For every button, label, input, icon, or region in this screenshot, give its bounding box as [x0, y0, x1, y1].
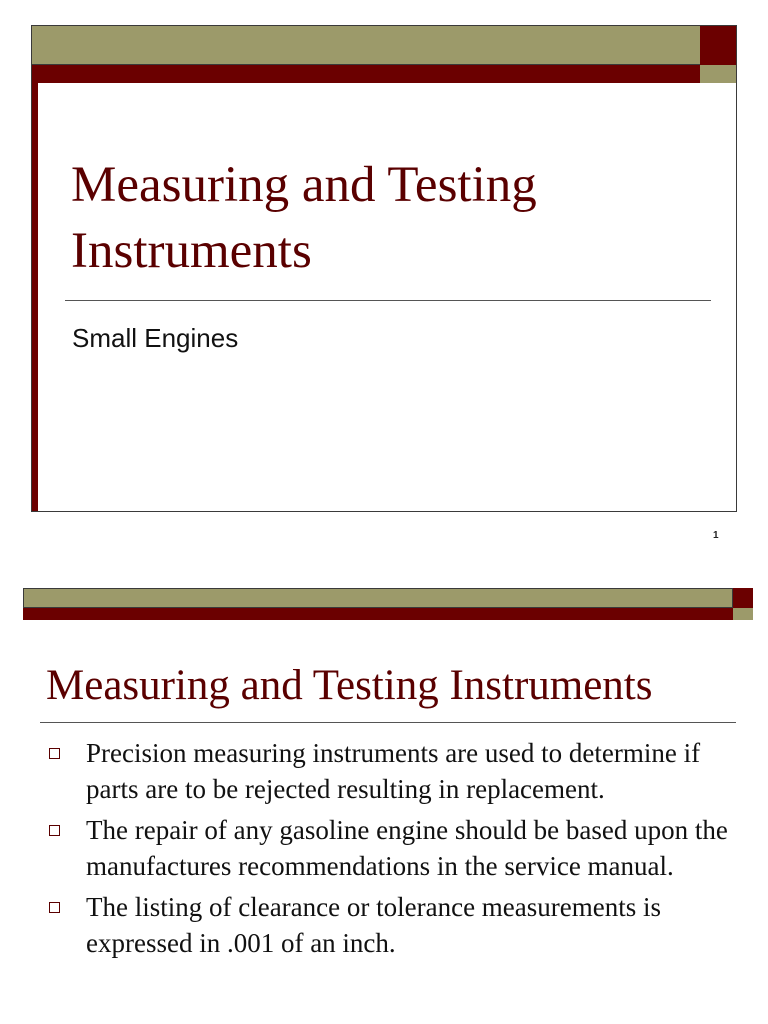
list-item — [45, 812, 735, 884]
corner-red-square — [700, 26, 737, 65]
header-olive-bar — [23, 588, 733, 608]
page-number: 1 — [713, 530, 719, 541]
title-slide — [31, 25, 737, 512]
corner-red-square — [733, 588, 753, 608]
header-red-bar — [23, 608, 733, 620]
square-bullet-icon — [49, 825, 60, 836]
corner-olive-square — [700, 65, 737, 83]
title-divider — [65, 300, 711, 301]
slide-subtitle: Small Engines — [72, 323, 239, 353]
slide-title: Measuring and Testing Instruments — [46, 662, 653, 709]
bullet-text: The repair of any gasoline engine should be based upon the manufactures recommendations in the service manual. — [86, 815, 728, 881]
corner-olive-square — [733, 608, 753, 620]
header-olive-bar — [32, 26, 700, 65]
list-item — [45, 735, 735, 807]
bullet-list — [45, 735, 735, 966]
bullet-text: The listing of clearance or tolerance measurements is expressed in .001 of an inch. — [86, 892, 662, 958]
square-bullet-icon — [49, 902, 60, 913]
bullet-text: Precision measuring instruments are used to determine if parts are to be rejected resulting in replacement. — [86, 738, 701, 804]
header-red-bar — [32, 65, 700, 83]
square-bullet-icon — [49, 748, 60, 759]
slide-title: Measuring and Testing Instruments — [71, 157, 537, 279]
title-divider — [40, 722, 736, 723]
left-accent-rule — [32, 83, 38, 512]
list-item — [45, 889, 735, 961]
